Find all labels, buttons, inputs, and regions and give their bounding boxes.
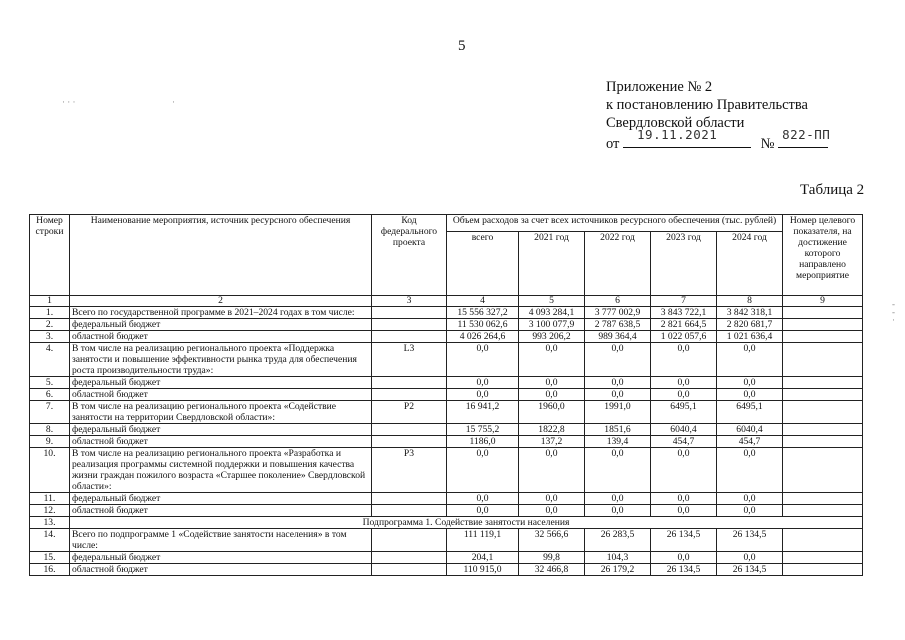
table-row <box>30 319 863 331</box>
project-code <box>372 389 447 401</box>
indicator-cell <box>783 448 863 493</box>
amount-cell: 0,0 <box>519 448 585 493</box>
project-code <box>372 552 447 564</box>
indicator-cell <box>783 307 863 319</box>
row-name: областной бюджет <box>70 389 372 401</box>
amount-cell: 454,7 <box>651 436 717 448</box>
amount-cell: 2 820 681,7 <box>717 319 783 331</box>
amount-cell: 1960,0 <box>519 401 585 424</box>
amount-cell: 0,0 <box>651 389 717 401</box>
row-number: 8. <box>30 424 70 436</box>
amount-cell: 111 119,1 <box>447 529 519 552</box>
indicator-cell <box>783 436 863 448</box>
column-index-row <box>30 296 863 307</box>
amount-cell: 0,0 <box>585 343 651 377</box>
amount-cell: 3 777 002,9 <box>585 307 651 319</box>
project-code <box>372 307 447 319</box>
amount-cell: 0,0 <box>585 377 651 389</box>
amount-cell: 454,7 <box>717 436 783 448</box>
indicator-cell <box>783 319 863 331</box>
indicator-cell <box>783 389 863 401</box>
row-number: 2. <box>30 319 70 331</box>
amount-cell: 0,0 <box>651 552 717 564</box>
amount-cell: 110 915,0 <box>447 564 519 576</box>
row-name: федеральный бюджет <box>70 424 372 436</box>
appendix-region: Свердловской области <box>606 115 745 131</box>
row-number: 6. <box>30 389 70 401</box>
appendix-title: Приложение № 2 <box>606 79 713 95</box>
table-row <box>30 389 863 401</box>
amount-cell: 0,0 <box>651 343 717 377</box>
table-row <box>30 448 863 493</box>
row-number: 9. <box>30 436 70 448</box>
amount-cell: 0,0 <box>447 448 519 493</box>
indicator-cell <box>783 564 863 576</box>
amount-cell: 15 755,2 <box>447 424 519 436</box>
table-row <box>30 331 863 343</box>
amount-cell: 0,0 <box>651 505 717 517</box>
column-index: 5 <box>519 296 585 307</box>
row-name: В том числе на реализацию регионального проекта «Содействие занятости на территории Свердловской области»: <box>70 401 372 424</box>
row-number: 12. <box>30 505 70 517</box>
row-number: 4. <box>30 343 70 377</box>
number-label: № <box>760 136 775 152</box>
column-index: 4 <box>447 296 519 307</box>
row-number: 13. <box>30 517 70 529</box>
amount-cell: 1186,0 <box>447 436 519 448</box>
expenditure-table <box>29 214 863 576</box>
header-2023: 2023 год <box>651 232 717 296</box>
appendix-date-line <box>606 127 831 153</box>
row-name: федеральный бюджет <box>70 377 372 389</box>
amount-cell: 11 530 062,6 <box>447 319 519 331</box>
table-row <box>30 552 863 564</box>
row-name: В том числе на реализацию регионального проекта «Разработка и реализация программы системной поддержки и повышения качества жизни граждан пожилого возраста «Старшее поколение» Свердловской области»: <box>70 448 372 493</box>
row-number: 14. <box>30 529 70 552</box>
amount-cell: 6040,4 <box>651 424 717 436</box>
amount-cell: 26 134,5 <box>717 564 783 576</box>
amount-cell: 6495,1 <box>717 401 783 424</box>
amount-cell: 16 941,2 <box>447 401 519 424</box>
row-name: областной бюджет <box>70 331 372 343</box>
amount-cell: 99,8 <box>519 552 585 564</box>
row-name: областной бюджет <box>70 505 372 517</box>
amount-cell: 989 364,4 <box>585 331 651 343</box>
amount-cell: 3 842 318,1 <box>717 307 783 319</box>
amount-cell: 1 021 636,4 <box>717 331 783 343</box>
table-row <box>30 377 863 389</box>
amount-cell: 0,0 <box>519 389 585 401</box>
column-index: 6 <box>585 296 651 307</box>
column-index: 7 <box>651 296 717 307</box>
table-row <box>30 564 863 576</box>
amount-cell: 4 093 284,1 <box>519 307 585 319</box>
amount-cell: 139,4 <box>585 436 651 448</box>
table-row <box>30 307 863 319</box>
amount-cell: 3 843 722,1 <box>651 307 717 319</box>
project-code <box>372 331 447 343</box>
column-index: 8 <box>717 296 783 307</box>
amount-cell: 0,0 <box>651 377 717 389</box>
amount-cell: 0,0 <box>717 493 783 505</box>
amount-cell: 993 206,2 <box>519 331 585 343</box>
appendix-header <box>606 78 831 153</box>
indicator-cell <box>783 505 863 517</box>
header-name: Наименование мероприятия, источник ресурсного обеспечения <box>70 215 372 296</box>
amount-cell: 0,0 <box>519 493 585 505</box>
amount-cell: 204,1 <box>447 552 519 564</box>
amount-cell: 26 134,5 <box>651 529 717 552</box>
row-number: 15. <box>30 552 70 564</box>
appendix-resolution: к постановлению Правительства <box>606 97 808 113</box>
amount-cell: 0,0 <box>447 377 519 389</box>
indicator-cell <box>783 493 863 505</box>
indicator-cell <box>783 424 863 436</box>
amount-cell: 0,0 <box>447 389 519 401</box>
amount-cell: 1851,6 <box>585 424 651 436</box>
table-row <box>30 436 863 448</box>
amount-cell: 0,0 <box>717 448 783 493</box>
row-number: 7. <box>30 401 70 424</box>
project-code <box>372 505 447 517</box>
table-row <box>30 517 863 529</box>
indicator-cell <box>783 377 863 389</box>
amount-cell: 15 556 327,2 <box>447 307 519 319</box>
column-index: 1 <box>30 296 70 307</box>
amount-cell: 0,0 <box>585 493 651 505</box>
amount-cell: 26 283,5 <box>585 529 651 552</box>
amount-cell: 0,0 <box>447 343 519 377</box>
project-code <box>372 529 447 552</box>
row-number: 5. <box>30 377 70 389</box>
header-total: всего <box>447 232 519 296</box>
amount-cell: 3 100 077,9 <box>519 319 585 331</box>
table-row <box>30 529 863 552</box>
amount-cell: 0,0 <box>651 448 717 493</box>
row-name: федеральный бюджет <box>70 552 372 564</box>
row-name: областной бюджет <box>70 436 372 448</box>
amount-cell: 26 179,2 <box>585 564 651 576</box>
row-number: 10. <box>30 448 70 493</box>
row-number: 1. <box>30 307 70 319</box>
scan-artifact: · <box>172 97 175 107</box>
table-row <box>30 343 863 377</box>
project-code: P2 <box>372 401 447 424</box>
row-name: областной бюджет <box>70 564 372 576</box>
amount-cell: 26 134,5 <box>717 529 783 552</box>
amount-cell: 0,0 <box>519 505 585 517</box>
header-row-no: Номер строки <box>30 215 70 296</box>
amount-cell: 0,0 <box>651 493 717 505</box>
indicator-cell <box>783 552 863 564</box>
row-number: 16. <box>30 564 70 576</box>
column-index: 3 <box>372 296 447 307</box>
amount-cell: 0,0 <box>717 505 783 517</box>
project-code: P3 <box>372 448 447 493</box>
table-row <box>30 505 863 517</box>
amount-cell: 0,0 <box>717 552 783 564</box>
amount-cell: 0,0 <box>585 505 651 517</box>
row-name: федеральный бюджет <box>70 319 372 331</box>
amount-cell: 104,3 <box>585 552 651 564</box>
amount-cell: 137,2 <box>519 436 585 448</box>
project-code <box>372 564 447 576</box>
row-number: 11. <box>30 493 70 505</box>
row-name: федеральный бюджет <box>70 493 372 505</box>
amount-cell: 1 022 057,6 <box>651 331 717 343</box>
amount-cell: 32 466,8 <box>519 564 585 576</box>
amount-cell: 0,0 <box>519 377 585 389</box>
amount-cell: 0,0 <box>717 377 783 389</box>
header-2024: 2024 год <box>717 232 783 296</box>
indicator-cell <box>783 331 863 343</box>
project-code <box>372 424 447 436</box>
table-row <box>30 424 863 436</box>
column-index: 9 <box>783 296 863 307</box>
table-row <box>30 493 863 505</box>
project-code <box>372 436 447 448</box>
row-name: Всего по государственной программе в 2021–2024 годах в том числе: <box>70 307 372 319</box>
date-value: 19.11.2021 <box>637 127 718 142</box>
table-row <box>30 401 863 424</box>
date-field <box>623 127 751 148</box>
scan-artifact: · · · <box>62 97 76 107</box>
header-2022: 2022 год <box>585 232 651 296</box>
amount-cell: 6040,4 <box>717 424 783 436</box>
header-volume: Объем расходов за счет всех источников ресурсного обеспечения (тыс. рублей) <box>447 215 783 232</box>
indicator-cell <box>783 343 863 377</box>
amount-cell: 2 787 638,5 <box>585 319 651 331</box>
indicator-cell <box>783 529 863 552</box>
section-title: Подпрограмма 1. Содействие занятости населения <box>70 517 863 529</box>
project-code <box>372 377 447 389</box>
amount-cell: 0,0 <box>447 493 519 505</box>
header-indicator: Номер целевого показателя, на достижение которого направлено мероприятие <box>783 215 863 296</box>
amount-cell: 0,0 <box>717 343 783 377</box>
row-name: Всего по подпрограмме 1 «Содействие занятости населения» в том числе: <box>70 529 372 552</box>
amount-cell: 32 566,6 <box>519 529 585 552</box>
amount-cell: 4 026 264,6 <box>447 331 519 343</box>
project-code <box>372 493 447 505</box>
amount-cell: 2 821 664,5 <box>651 319 717 331</box>
amount-cell: 1822,8 <box>519 424 585 436</box>
amount-cell: 0,0 <box>585 389 651 401</box>
from-label: от <box>606 136 620 152</box>
column-index: 2 <box>70 296 372 307</box>
table-body <box>30 307 863 576</box>
row-name: В том числе на реализацию регионального проекта «Поддержка занятости и повышение эффективности рынка труда для обеспечения роста производительности труда»: <box>70 343 372 377</box>
number-value: 822-ПП <box>782 127 831 142</box>
amount-cell: 0,0 <box>519 343 585 377</box>
row-number: 3. <box>30 331 70 343</box>
table-label: Таблица 2 <box>800 182 865 198</box>
project-code <box>372 319 447 331</box>
amount-cell: 26 134,5 <box>651 564 717 576</box>
number-field <box>778 127 831 148</box>
amount-cell: 0,0 <box>717 389 783 401</box>
amount-cell: 1991,0 <box>585 401 651 424</box>
scan-artifact: - - · <box>892 299 895 325</box>
indicator-cell <box>783 401 863 424</box>
amount-cell: 0,0 <box>585 448 651 493</box>
amount-cell: 6495,1 <box>651 401 717 424</box>
page-number: 5 <box>458 38 466 54</box>
project-code: L3 <box>372 343 447 377</box>
amount-cell: 0,0 <box>447 505 519 517</box>
header-2021: 2021 год <box>519 232 585 296</box>
header-code: Код федерального проекта <box>372 215 447 296</box>
